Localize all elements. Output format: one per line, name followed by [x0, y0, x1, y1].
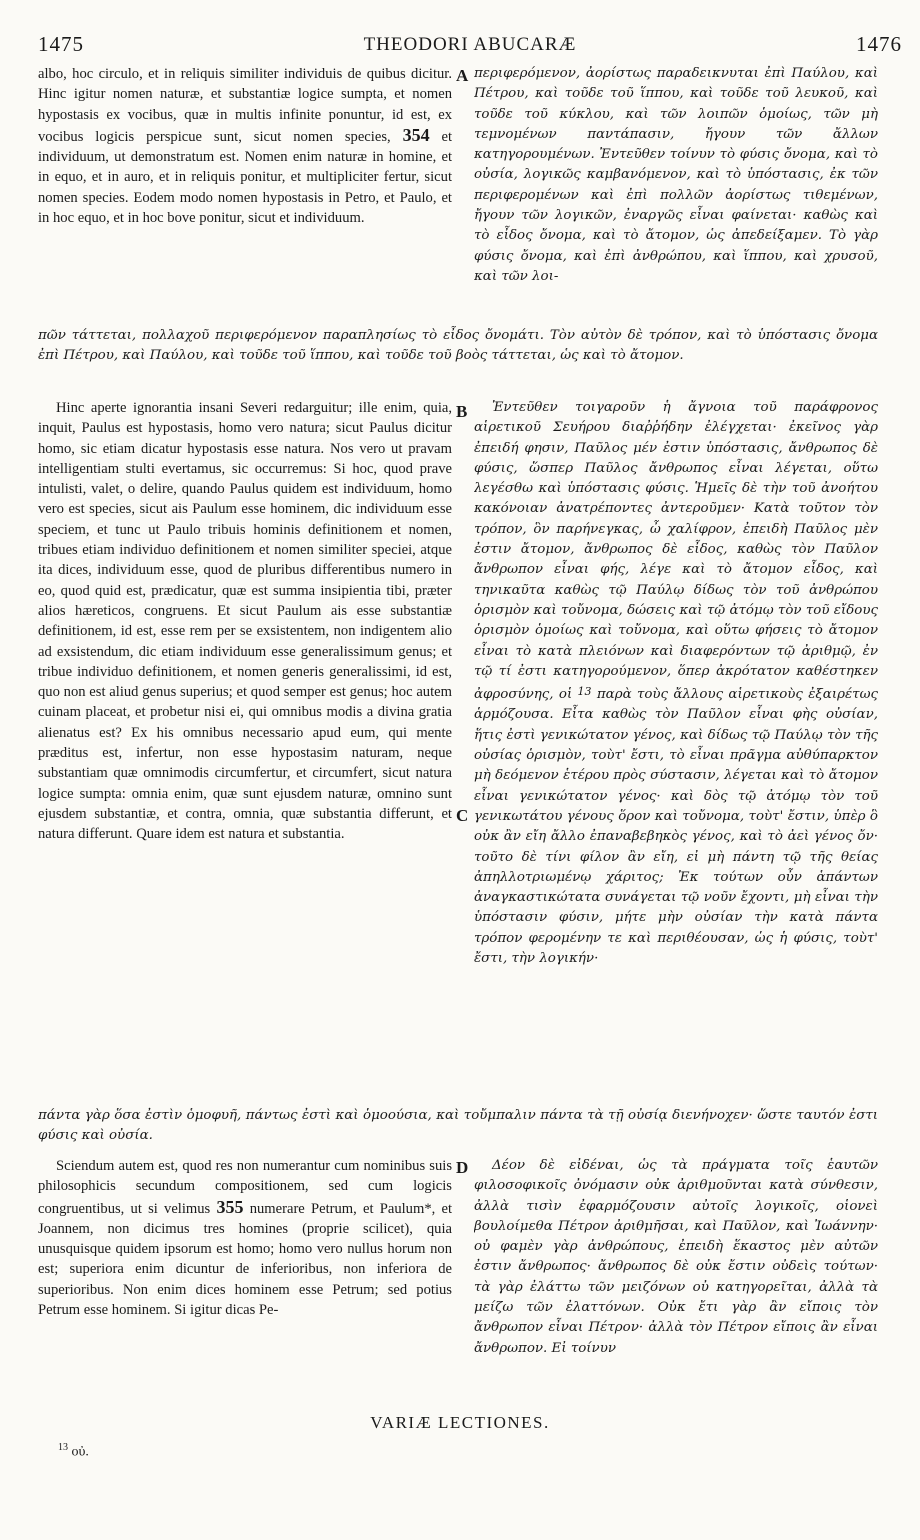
footnote-number: 13 [58, 1442, 68, 1453]
latin-text-d-1: Sciendum autem est, quod res non numerantur cum nominibus suis philosophicis secundum compositionem, sed cum logicis congruentibus, ut si velimus [38, 1158, 452, 1217]
column-number-354: 354 [402, 124, 430, 145]
page-header [38, 32, 902, 62]
column-number-355: 355 [216, 1196, 244, 1217]
page-number-left: 1475 [38, 32, 84, 56]
greek-column-d: Δέον δὲ εἰδέναι, ὡς τὰ πράγματα τοῖς ἑαυτῶν φιλοσοφικοῖς ὀνόμασιν οὐκ ἀριθμοῦνται κατὰ σύνθεσιν, ἀλλὰ τισὶν ἐφαρμόζουσιν αὐτοῖς λογικοῖς, οἱονεὶ βουλοίμεθα Πέτρον ἀριθμῆσαι, καὶ Παῦλον, καὶ Ἰωάννην· οὐ φαμὲν γὰρ ἀνθρώπους, ἐπειδὴ ἕκαστος μὲν αὐτῶν ἐστιν ἄνθρωπος· ἄνθρωπος δὲ οὐκ ἔστιν οὐδεὶς τούτων· τὰ γὰρ ἐλάττω τῶν μειζόνων οὐ κατηγορεῖται, ἀλλὰ τὰ μείζω τῶν ἐλαττόνων. Οὐκ ἔτι γὰρ ἂν εἴποις τὸν ἄνθρωπον εἶναι Πέτρον· ἀλλὰ τὸν Πέτρον εἴποις ἂν εἶναι ἄνθρωπον. Εἰ τοίνυν [474, 1158, 878, 1356]
greek-column-b [474, 398, 878, 1103]
page-number-right: 1476 [856, 32, 902, 56]
greek-text-b-2: παρὰ τοὺς ἄλλους αἱρετικοὺς ἐξαιρέτως ἁρμόζουσα. Εἶτα καθὼς τὸν Παῦλον εἶναι φὴς οὐσίαν, ἥτις ἐστὶ γενικώτατον γένος, καὶ δίδως τῷ Παύλῳ τὸν τῆς οὐσίας ὁρισμὸν, τοὺτ' ἔστι, τὸ εἶναι πρᾶγμα αὐθύπαρκτον μὴ δεόμενον ἑτέρου πρὸς σύστασιν, λέγεται καὶ τὸ ἄτομον εἶναι γενικώτατον γένος· καὶ δὸς τῷ ἀτόμῳ τὸν τοῦ γενικωτάτου γένους ὅρον καὶ τοὔνομα, τοὺτ' ἔστιν, ὑπὲρ ὃ οὐκ ἂν εἴη ἄλλο ἐπαναβεβηκὸς γένος, καὶ τὸ ἀεὶ γένος ὄν· τοῦτο δὲ τίνι φίλον ἂν εἴη, εἰ μὴ πάντη τῷ τῆς θείας ἀπηλλοτριωμένῳ χάριτος; Ἐκ τούτων οὖν ἁπάντων ἀναγκαστικώτατα συνάγεται τῷ νοῦν ἔχοντι, μὴ εἶναι τὴν ὑπόστασιν φύσιν, μήτε μὴν οὐσίαν τὴν κατὰ πάντα τρόπον φερομένην τε καὶ περιθέουσαν, ὡς ἡ φύσις, τοὺτ' ἔστι, τὴν λογικήν· [474, 687, 878, 967]
latin-text-d-2: numerare Petrum, et Paulum*, et Joannem, non dicimus tres homines (proprie scilicet), quia unusquisque quidem ipsorum est homo; homo vero nullus horum non est; superiora enim dicuntur de inferioribus, non inferiora de superioribus. Non enim dices hominem esse Petrum; sed potius Petrum esse hominem. Si igitur dicas Pe- [38, 1200, 452, 1319]
latin-column-d [38, 1156, 452, 1406]
section-marker-d: D [456, 1158, 469, 1177]
latin-text-a-1: albo, hoc circulo, et in reliquis similiter individuis de quibus dicitur. Hinc igitur nomen naturæ, et substantiæ logice sumpta, et nomen hypostasis ex vocibus, quæ in multis infinite ponuntur, id est, ex vocibus logicis perspicue sunt, sicut nomen species, [38, 66, 452, 145]
section-marker-c: C [456, 806, 469, 825]
variae-lectiones-heading: VARIÆ LECTIONES. [370, 1413, 550, 1432]
running-title: THEODORI ABUCARÆ [363, 34, 577, 55]
variant-reference-13: 13 [577, 685, 592, 699]
footnote-text: οὐ. [71, 1444, 89, 1460]
footnote [58, 1442, 89, 1461]
latin-text-a-2: et individuum, ut demonstratum est. Nomen enim naturæ in homine, et in equo, et in auro, et in reliquis ponitur, et multipliciter fertur, sicut nomen species. Eodem modo nomen hypostasis in Petro, et Paulo, et in hoc equo, et in hoc bove ponitur, sicut et individuum. [38, 128, 452, 227]
greek-fullwidth-a: πῶν τάττεται, πολλαχοῦ περιφερόμενον παραπλησίως τὸ εἶδος ὄνομάτι. Τὸν αὐτὸν δὲ τρόπον, καὶ τὸ ὑπόστασις ὄνομα ἐπὶ Πέτρου, καὶ Παύλου, καὶ τοῦδε τοῦ ἵππου, καὶ τοῦδε τοῦ βοὸς τάττεται, ὡς καὶ τὸ ἄτομον. [38, 328, 878, 364]
greek-text-b-1: Ἐντεῦθεν τοιγαροῦν ἡ ἄγνοια τοῦ παράφρονος αἱρετικοῦ Σευήρου διαῤῥήδην ἐλέγχεται· ἐκεῖνος γὰρ ἐπειδή φησιν, Παῦλος μέν ἐστιν ὑπόστασις, ἄνθρωπος δὲ φύσις, ὥσπερ Παῦλος ἄνθρωπος εἶναι λέγεται, οὕτω λεγέσθω καὶ ὑπόστασις φύσις. Ἡμεῖς δὲ τὴν τοῦ ἀνοήτου κακόνοιαν ἀνατρέποντες ἀντεροῦμεν· Κατὰ τοῦτον τὸν τρόπον, ὃν παρήνεγκας, ὦ χαλίφρον, ἐπειδὴ Παῦλος μὲν ἐστιν ἄτομον, ἄνθρωπος δὲ εἶδος, καθὼς τὸν Παῦλον ἄνθρωπον εἶναι φής, λέγε καὶ τὸ ἄτομον εἶδος, καὶ τηνικαῦτα καθὼς τῷ Παύλῳ δίδως τὸν τοῦ ἀνθρώπου ὁρισμὸν καὶ τοὔνομα, δώσεις καὶ τῷ ἀτόμῳ τὸν τοῦ εἴδους ὁρισμὸν ὁμοίως καὶ τοὔνομα, καὶ οὕτω φήσεις τὸ ἄτομον εἶναι τὸ κατὰ πλειόνων καὶ διαφερόντων τῷ ἀριθμῷ, ἐν τῷ τί ἐστι κατηγορούμενον, ὅπερ ἀκρότατον καθέστηκεν ἀφροσύνης, οἱ [474, 400, 878, 703]
latin-column-a [38, 64, 452, 310]
greek-fullwidth-b: πάντα γὰρ ὅσα ἐστὶν ὁμοφυῆ, πάντως ἐστὶ καὶ ὁμοούσια, καὶ τοὔμπαλιν πάντα τὰ τῇ οὐσίᾳ διενήνοχεν· ὥστε ταυτόν ἐστι φύσις καὶ οὐσία. [38, 1108, 878, 1144]
latin-column-b: Hinc aperte ignorantia insani Severi redarguitur; ille enim, quia, inquit, Paulus est hypostasis, homo vero natura; sicut Paulus dicitur homo, sic etiam dicatur hypostasis esse natura. Nos vero ut pravam intelligentiam stulti evertamus, sic occurremus: Si hoc, quod prave intulisti, valet, o delire, quando Paulus quidem est individuum, homo vero est species, sicut ais Paulum esse hominem, dic individuum esse speciem, et tunc ut Paulo tribuis hominis definitionem et nomen, tribues etiam individuo definitionem et nomen similiter speciei, atque ita dices, individuum esse, quod de pluribus differentibus numero in eo, quod quid est, prædicatur, quæ est summa insipientia tibi, præter alios hæreticos, congruens. Et sicut Paulum ais esse substantiæ definitionem, id est, esse rem per se exsistentem, non indigentem alio ad exsistendum, dic etiam individuum esse generalissimum genus; et tribue individuo definitionem, et nomen generis generalissimi, id est, quo non est aliud genus superius; et quod semper est genus; hoc autem cuinam placeat, et probetur nisi ei, qui omnibus modis a divina gratia alienatus est? Ex his omnibus necessario apud eum, qui mente præditus est, infertur, non esse hypostasim naturam, neque substantiam quæ omnimodis circumfertur, et circumfert, sicut natura logice sumpta: omnia enim, quæ sunt ejusdem naturæ, omnino sunt ejusdem substantiæ, et contra, omnia, quæ substantia differunt, et natura differunt. Quare idem est natura et substantia. [38, 400, 452, 843]
section-marker-b: B [456, 402, 468, 421]
greek-column-a: περιφερόμενον, ἀορίστως παραδεικνυται ἐπὶ Παύλου, καὶ Πέτρου, καὶ τοῦδε τοῦ ἵππου, καὶ τοῦδε τοῦ λευκοῦ, καὶ τοῦδε τοῦ κύκλου, καὶ τῶν λοιπῶν ὁμοίως, τῶν μὴ τεμνομένων παντάπασιν, ἤγουν τῶν ἄλλων κατηγορουμένων. Ἐντεῦθεν τοίνυν τὸ φύσις ὄνομα, καὶ τὸ οὐσία, λογικῶς καμβανόμενον, καὶ τὸ ὑπόστασις, ἐκ τῶν περιφερομένων καὶ ἐπὶ πολλῶν ἀορίστως τιθεμένων, ἤγουν τῶν λογικῶν, ἐναργῶς εἶναι φαίνεται· καθὼς καὶ τὸ εἶδος ὄνομα, καὶ τὸ ἄτομον, ὡς ἀπεδείξαμεν. Τὸ γὰρ φύσις ὄνομα, καὶ ἐπὶ ἀνθρώπου, καὶ ἵππου, καὶ χρυσοῦ, καὶ τῶν λοι- [474, 66, 878, 284]
section-marker-a: A [456, 66, 469, 85]
